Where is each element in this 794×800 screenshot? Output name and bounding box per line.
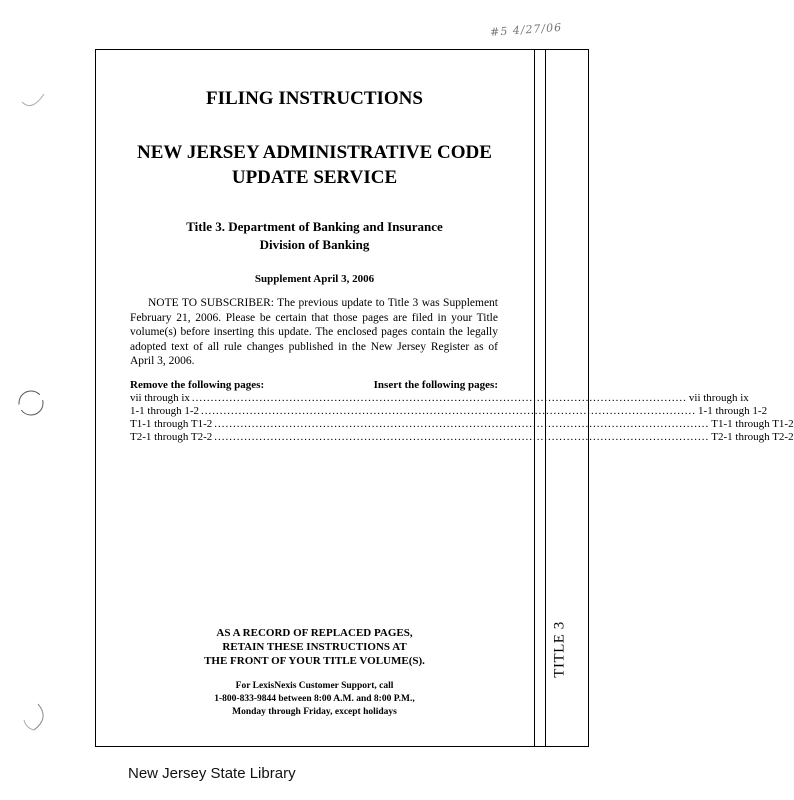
leader-dots: .................................................................................................................................... (214, 431, 710, 443)
insert-header: Insert the following pages: (373, 379, 498, 391)
pages-table (130, 379, 794, 444)
subtitle-line1: Title 3. Department of Banking and Insurance (186, 219, 443, 234)
page-title: FILING INSTRUCTIONS (206, 88, 423, 109)
support-line2: 1-800-833-9844 between 8:00 A.M. and 8:00 P.M., (214, 694, 415, 704)
insert-cell: 1-1 through 1-2 (698, 405, 768, 417)
subscriber-note-text: NOTE TO SUBSCRIBER: The previous update to Title 3 was Supplement February 21, 2006. Please be certain that those pages are filed in your Title volume(s) before inserting this update. The enclosed pages contain the legally adopted text of all rule changes published in the New Jersey Register as of April 3, 2006. (130, 297, 498, 367)
table-row (130, 418, 794, 431)
subtitle-line2: Division of Banking (259, 237, 370, 252)
leader-dots: .................................................................................................................................... (191, 392, 687, 404)
retain-line2: RETAIN THESE INSTRUCTIONS AT (222, 641, 407, 653)
table-row (130, 431, 794, 444)
table-row (130, 392, 749, 405)
code-heading-line1: NEW JERSEY ADMINISTRATIVE CODE (137, 142, 492, 163)
handwritten-annotation: #5 4/27/06 (489, 20, 563, 39)
supplement-date: Supplement April 3, 2006 (254, 273, 375, 285)
remove-header: Remove the following pages: (130, 379, 265, 391)
insert-cell: T1-1 through T1-2 (711, 418, 794, 430)
subtitle (95, 218, 534, 254)
punch-hole-bottom-icon (20, 700, 50, 734)
table-row (130, 405, 768, 418)
punch-hole-middle-icon (14, 385, 48, 421)
leader-dots: .................................................................................................................................... (201, 405, 697, 417)
code-heading (95, 140, 534, 190)
punch-hole-top-icon (18, 82, 48, 112)
retain-line1: AS A RECORD OF REPLACED PAGES, (216, 627, 413, 639)
retain-line3: THE FRONT OF YOUR TITLE VOLUME(S). (204, 655, 425, 667)
support-line1: For LexisNexis Customer Support, call (235, 681, 394, 691)
subscriber-note (130, 296, 498, 369)
library-stamp: New Jersey State Library (128, 765, 296, 782)
leader-dots: .................................................................................................................................... (214, 418, 710, 430)
remove-cell: 1-1 through 1-2 (130, 405, 200, 417)
remove-cell: T1-1 through T1-2 (130, 418, 213, 430)
pages-table-header (130, 379, 498, 392)
remove-cell: vii through ix (130, 392, 190, 404)
insert-cell: vii through ix (688, 392, 749, 404)
remove-cell: T2-1 through T2-2 (130, 431, 213, 443)
code-heading-line2: UPDATE SERVICE (231, 167, 398, 188)
insert-cell: T2-1 through T2-2 (711, 431, 794, 443)
support-line3: Monday through Friday, except holidays (232, 707, 397, 717)
customer-support (95, 680, 534, 719)
retain-instructions (95, 626, 534, 668)
